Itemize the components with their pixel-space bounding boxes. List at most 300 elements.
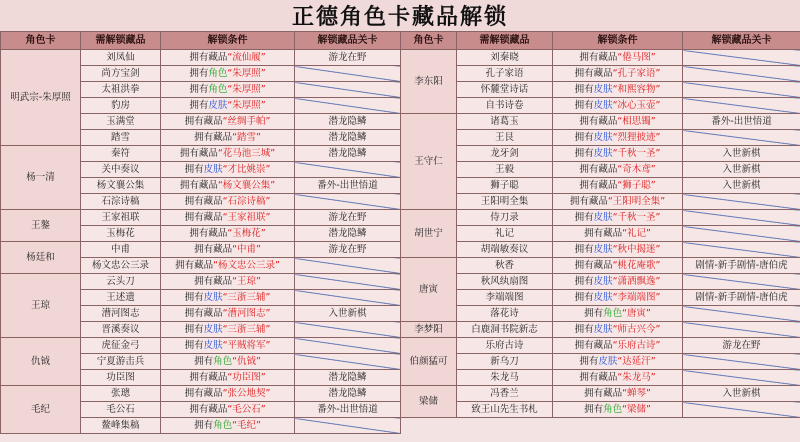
table-row	[401, 162, 800, 178]
role-card-cell: 杨一清	[1, 146, 81, 210]
condition-segment: “仇钺”	[232, 356, 261, 367]
unlock-stage-cell	[683, 226, 800, 242]
unlock-stage-cell: 剧情-新手剧情-唐伯虎	[683, 258, 800, 274]
unlock-stage-cell	[295, 82, 401, 98]
condition-segment: 皮肤	[593, 276, 613, 287]
unlock-stage-cell	[683, 306, 800, 322]
collectible-cell: 孔子家语	[457, 66, 553, 82]
unlock-condition-cell	[553, 242, 683, 258]
table-row	[1, 242, 401, 258]
table-header-row	[1, 32, 401, 50]
collectible-cell: 豹房	[81, 98, 161, 114]
header-condition: 解锁条件	[161, 32, 295, 50]
collectible-cell: 刘秦晓	[457, 50, 553, 66]
header-item: 需解锁藏品	[457, 32, 553, 50]
condition-segment: “中甫”	[232, 244, 261, 255]
collectible-cell: 乐府古诗	[457, 338, 553, 354]
table-header-row	[401, 32, 800, 50]
table-row	[401, 354, 800, 370]
condition-segment: 拥有	[184, 292, 204, 303]
right-unlock-table	[400, 31, 800, 418]
table-row	[401, 210, 800, 226]
role-card-cell: 毛纪	[1, 386, 81, 434]
unlock-condition-cell	[161, 162, 295, 178]
collectible-cell: 冯香兰	[457, 386, 553, 402]
collectible-cell: 狮子聪	[457, 178, 553, 194]
table-row	[401, 258, 800, 274]
condition-segment: 拥有	[574, 132, 594, 143]
table-row	[401, 66, 800, 82]
unlock-stage-cell: 游龙在野	[295, 242, 401, 258]
condition-segment: “花马池三城”	[217, 148, 276, 159]
condition-segment: “漕河图志”	[222, 308, 271, 319]
condition-segment: “才比姚崇”	[222, 164, 271, 175]
condition-segment: “朱厚照”	[227, 84, 266, 95]
collectible-cell: 诸葛玉	[457, 114, 553, 130]
condition-segment: 拥有藏品	[584, 388, 623, 399]
unlock-stage-cell: 游龙在野	[683, 338, 800, 354]
collectible-cell: 朱龙马	[457, 370, 553, 386]
condition-segment: “达延汗”	[617, 356, 656, 367]
unlock-stage-cell	[683, 194, 800, 210]
unlock-condition-cell	[553, 98, 683, 114]
condition-segment: 拥有	[194, 356, 214, 367]
unlock-stage-cell	[295, 66, 401, 82]
condition-segment: 拥有藏品	[574, 68, 613, 79]
condition-segment: “石淙诗稿”	[222, 196, 271, 207]
unlock-condition-cell	[553, 258, 683, 274]
collectible-cell: 王家祖联	[81, 210, 161, 226]
condition-segment: “踏雪”	[232, 132, 261, 143]
condition-segment: 拥有	[189, 84, 209, 95]
condition-segment: 拥有藏品	[184, 196, 223, 207]
condition-segment: 角色	[603, 308, 623, 319]
unlock-condition-cell	[161, 210, 295, 226]
condition-segment: “相思镯”	[617, 116, 656, 127]
unlock-condition-cell	[161, 114, 295, 130]
table-row	[1, 210, 401, 226]
unlock-stage-cell: 番外-出世悟道	[295, 402, 401, 418]
collectible-cell: 王毅	[457, 162, 553, 178]
unlock-condition-cell	[161, 146, 295, 162]
header-role: 角色卡	[401, 32, 457, 50]
condition-segment: “烈狸披迹”	[612, 132, 661, 143]
table-row	[1, 274, 401, 290]
condition-segment: 拥有藏品	[579, 180, 618, 191]
role-card-cell: 明武宗-朱厚照	[1, 50, 81, 146]
condition-segment: 拥有	[574, 276, 594, 287]
condition-segment: “师古兴今”	[612, 324, 661, 335]
condition-segment: “张公地契”	[222, 388, 271, 399]
condition-segment: 拥有	[574, 212, 594, 223]
condition-segment: 拥有藏品	[184, 388, 223, 399]
collectible-cell: 杨文忠公三录	[81, 258, 161, 274]
condition-segment: “礼记”	[622, 228, 651, 239]
unlock-stage-cell	[683, 402, 800, 418]
table-row	[401, 146, 800, 162]
unlock-stage-cell	[295, 418, 401, 434]
role-card-cell: 伯颜猛可	[401, 338, 457, 386]
table-row	[401, 290, 800, 306]
unlock-condition-cell	[553, 338, 683, 354]
condition-segment: 拥有	[574, 292, 594, 303]
unlock-condition-cell	[553, 210, 683, 226]
condition-segment: 拥有	[574, 324, 594, 335]
unlock-stage-cell: 潜龙隐鳞	[295, 386, 401, 402]
condition-segment: 拥有藏品	[184, 308, 223, 319]
condition-segment: 拥有藏品	[194, 244, 233, 255]
collectible-cell: 尚方宝剑	[81, 66, 161, 82]
unlock-condition-cell	[553, 146, 683, 162]
collectible-cell: 怀麓堂诗话	[457, 82, 553, 98]
unlock-stage-cell	[295, 194, 401, 210]
unlock-condition-cell	[161, 66, 295, 82]
condition-segment: “毛纪”	[232, 420, 261, 431]
collectible-cell: 张璁	[81, 386, 161, 402]
table-row	[1, 338, 401, 354]
collectible-cell: 礼记	[457, 226, 553, 242]
unlock-stage-cell: 潜龙隐鳞	[295, 130, 401, 146]
condition-segment: 角色	[213, 356, 233, 367]
condition-segment: 皮肤	[598, 356, 618, 367]
collectible-cell: 龙牙剑	[457, 146, 553, 162]
unlock-stage-cell	[683, 322, 800, 338]
condition-segment: 角色	[213, 420, 233, 431]
condition-segment: 拥有	[184, 324, 204, 335]
unlock-condition-cell	[553, 194, 683, 210]
unlock-stage-cell: 潜龙隐鳞	[295, 146, 401, 162]
condition-segment: 拥有藏品	[579, 372, 618, 383]
unlock-stage-cell: 潜龙隐鳞	[295, 114, 401, 130]
table-row	[1, 50, 401, 66]
collectible-cell: 致王山先生书札	[457, 402, 553, 418]
unlock-condition-cell	[161, 226, 295, 242]
unlock-stage-cell	[295, 162, 401, 178]
unlock-stage-cell	[295, 98, 401, 114]
condition-segment: “毛公石”	[227, 404, 266, 415]
collectible-cell: 王述遗	[81, 290, 161, 306]
condition-segment: 皮肤	[203, 292, 223, 303]
condition-segment: 皮肤	[203, 340, 223, 351]
unlock-condition-cell	[161, 258, 295, 274]
condition-segment: 皮肤	[593, 324, 613, 335]
unlock-stage-cell	[683, 354, 800, 370]
unlock-stage-cell	[295, 258, 401, 274]
unlock-condition-cell	[161, 306, 295, 322]
table-row	[401, 194, 800, 210]
unlock-condition-cell	[553, 402, 683, 418]
unlock-stage-cell: 入世新棋	[683, 146, 800, 162]
unlock-condition-cell	[553, 178, 683, 194]
unlock-condition-cell	[553, 386, 683, 402]
role-card-cell: 唐寅	[401, 258, 457, 322]
unlock-condition-cell	[553, 290, 683, 306]
table-row	[401, 178, 800, 194]
condition-segment: 拥有	[574, 100, 594, 111]
condition-segment: “朱厚照”	[227, 100, 266, 111]
condition-segment: “梁储”	[622, 404, 651, 415]
unlock-stage-cell: 番外-出世悟道	[683, 114, 800, 130]
condition-segment: “孔子家语”	[612, 68, 661, 79]
table-row	[401, 306, 800, 322]
unlock-stage-cell: 番外-出世悟道	[295, 178, 401, 194]
condition-segment: “李端端图”	[612, 292, 661, 303]
header-unlock-stage: 解锁藏品关卡	[683, 32, 800, 50]
condition-segment: 皮肤	[593, 84, 613, 95]
condition-segment: 拥有藏品	[579, 52, 618, 63]
unlock-condition-cell	[161, 418, 295, 434]
unlock-condition-cell	[553, 50, 683, 66]
unlock-stage-cell: 剧情-新手剧情-唐伯虎	[683, 290, 800, 306]
condition-segment: “功臣图”	[227, 372, 266, 383]
condition-segment: 皮肤	[593, 212, 613, 223]
unlock-condition-cell	[161, 178, 295, 194]
role-card-cell: 仇钺	[1, 338, 81, 386]
condition-segment: 拥有藏品	[579, 164, 618, 175]
page-title: 正德角色卡藏品解锁	[0, 0, 800, 32]
condition-segment: “狮子聪”	[617, 180, 656, 191]
table-row	[401, 370, 800, 386]
collectible-cell: 中甫	[81, 242, 161, 258]
condition-segment: “王家祖联”	[222, 212, 271, 223]
condition-segment: “和熙容物”	[612, 84, 661, 95]
role-card-cell: 王琼	[1, 274, 81, 338]
collectible-cell: 李端端图	[457, 290, 553, 306]
condition-segment: 皮肤	[593, 100, 613, 111]
unlock-condition-cell	[553, 226, 683, 242]
collectible-cell: 刘凤仙	[81, 50, 161, 66]
collectible-cell: 胡端敏奏议	[457, 242, 553, 258]
collectible-cell: 关中奏议	[81, 162, 161, 178]
unlock-stage-cell	[295, 322, 401, 338]
collectible-cell: 晋溪奏议	[81, 322, 161, 338]
unlock-stage-cell	[683, 66, 800, 82]
role-card-cell: 李梦阳	[401, 322, 457, 338]
condition-segment: “杨文忠公三录”	[213, 260, 280, 271]
condition-segment: “流仙履”	[227, 52, 266, 63]
unlock-stage-cell	[683, 210, 800, 226]
condition-segment: “三浙三辅”	[222, 292, 271, 303]
unlock-condition-cell	[161, 274, 295, 290]
unlock-condition-cell	[553, 274, 683, 290]
condition-segment: 拥有藏品	[189, 52, 228, 63]
condition-segment: 拥有	[189, 68, 209, 79]
condition-segment: 皮肤	[203, 324, 223, 335]
table-row	[401, 82, 800, 98]
condition-segment: “倦马图”	[617, 52, 656, 63]
condition-segment: 拥有藏品	[569, 196, 608, 207]
collectible-cell: 漕河图志	[81, 306, 161, 322]
unlock-condition-cell	[161, 370, 295, 386]
condition-segment: “秋中揭迷”	[612, 244, 661, 255]
unlock-condition-cell	[553, 82, 683, 98]
condition-segment: 皮肤	[593, 244, 613, 255]
condition-segment: 拥有	[584, 308, 604, 319]
unlock-condition-cell	[161, 386, 295, 402]
condition-segment: “丝绸手帕”	[222, 116, 271, 127]
condition-segment: “千秋一圣”	[612, 212, 661, 223]
condition-segment: 皮肤	[203, 164, 223, 175]
table-row	[401, 242, 800, 258]
unlock-condition-cell	[161, 354, 295, 370]
unlock-condition-cell	[553, 114, 683, 130]
collectible-cell: 云头刀	[81, 274, 161, 290]
header-item: 需解锁藏品	[81, 32, 161, 50]
condition-segment: 拥有藏品	[184, 116, 223, 127]
collectible-cell: 功臣图	[81, 370, 161, 386]
unlock-stage-cell: 游龙在野	[295, 50, 401, 66]
unlock-condition-cell	[553, 354, 683, 370]
unlock-condition-cell	[161, 402, 295, 418]
role-card-cell: 王鏊	[1, 210, 81, 242]
header-unlock-stage: 解锁藏品关卡	[295, 32, 401, 50]
condition-segment: “杨文襄公集”	[217, 180, 276, 191]
table-row	[401, 338, 800, 354]
condition-segment: “平贼将军”	[222, 340, 271, 351]
collectible-cell: 杨文襄公集	[81, 178, 161, 194]
condition-segment: 拥有	[189, 100, 209, 111]
collectible-cell: 白鹿洞书院新志	[457, 322, 553, 338]
condition-segment: “潇洒飘逸”	[612, 276, 661, 287]
condition-segment: “王阳明全集”	[607, 196, 666, 207]
condition-segment: 拥有	[574, 148, 594, 159]
condition-segment: 拥有	[184, 164, 204, 175]
role-card-cell: 王守仁	[401, 114, 457, 210]
unlock-condition-cell	[161, 338, 295, 354]
unlock-stage-cell	[683, 98, 800, 114]
condition-segment: 拥有藏品	[574, 340, 613, 351]
collectible-cell: 太祖洪拳	[81, 82, 161, 98]
condition-segment: “王琼”	[232, 276, 261, 287]
collectible-cell: 王艮	[457, 130, 553, 146]
role-card-cell: 梁储	[401, 386, 457, 418]
table-row	[401, 50, 800, 66]
unlock-condition-cell	[553, 130, 683, 146]
collectible-cell: 玉满堂	[81, 114, 161, 130]
left-unlock-table	[0, 31, 401, 434]
unlock-stage-cell: 入世新棋	[683, 386, 800, 402]
collectible-cell: 石淙诗稿	[81, 194, 161, 210]
unlock-condition-cell	[161, 242, 295, 258]
unlock-condition-cell	[553, 322, 683, 338]
unlock-stage-cell	[295, 290, 401, 306]
unlock-stage-cell: 入世新棋	[683, 162, 800, 178]
condition-segment: 拥有	[574, 244, 594, 255]
condition-segment: 皮肤	[593, 148, 613, 159]
condition-segment: 拥有藏品	[189, 228, 228, 239]
role-card-cell: 李东阳	[401, 50, 457, 114]
collectible-cell: 毛公石	[81, 402, 161, 418]
collectible-cell: 宁夏游击兵	[81, 354, 161, 370]
unlock-stage-cell: 入世新棋	[683, 178, 800, 194]
table-row	[401, 226, 800, 242]
collectible-cell: 踏雪	[81, 130, 161, 146]
condition-segment: 拥有	[194, 420, 214, 431]
condition-segment: 拥有	[584, 404, 604, 415]
unlock-stage-cell: 潜龙隐鳞	[295, 226, 401, 242]
condition-segment: 皮肤	[208, 100, 228, 111]
condition-segment: 拥有藏品	[584, 228, 623, 239]
table-row	[401, 274, 800, 290]
collectible-cell: 侍刀录	[457, 210, 553, 226]
condition-segment: “朱厚照”	[227, 68, 266, 79]
condition-segment: “奇木鸢”	[617, 164, 656, 175]
header-role: 角色卡	[1, 32, 81, 50]
condition-segment: 拥有	[184, 340, 204, 351]
table-row	[401, 98, 800, 114]
condition-segment: 角色	[208, 84, 228, 95]
unlock-condition-cell	[161, 322, 295, 338]
condition-segment: “冰心玉壶”	[612, 100, 661, 111]
unlock-condition-cell	[553, 370, 683, 386]
unlock-stage-cell	[295, 338, 401, 354]
unlock-stage-cell: 游龙在野	[295, 210, 401, 226]
unlock-stage-cell	[683, 242, 800, 258]
condition-segment: 拥有藏品	[175, 260, 214, 271]
unlock-stage-cell	[683, 130, 800, 146]
table-row	[1, 146, 401, 162]
collectible-cell: 自书诗卷	[457, 98, 553, 114]
condition-segment: “三浙三辅”	[222, 324, 271, 335]
condition-segment: “朱龙马”	[617, 372, 656, 383]
collectible-cell: 玉梅花	[81, 226, 161, 242]
unlock-stage-cell	[683, 50, 800, 66]
condition-segment: 拥有藏品	[579, 116, 618, 127]
condition-segment: 拥有藏品	[179, 148, 218, 159]
unlock-condition-cell	[161, 50, 295, 66]
condition-segment: 拥有藏品	[574, 260, 613, 271]
condition-segment: 拥有	[574, 84, 594, 95]
condition-segment: 角色	[603, 404, 623, 415]
condition-segment: “玉梅花”	[227, 228, 266, 239]
condition-segment: “千秋一圣”	[612, 148, 661, 159]
collectible-cell: 王阳明全集	[457, 194, 553, 210]
unlock-condition-cell	[553, 306, 683, 322]
condition-segment: “桃花庵歌”	[612, 260, 661, 271]
unlock-condition-cell	[161, 98, 295, 114]
unlock-stage-cell	[683, 370, 800, 386]
unlock-stage-cell	[683, 82, 800, 98]
condition-segment: 拥有藏品	[189, 404, 228, 415]
condition-segment: 拥有	[579, 356, 599, 367]
unlock-condition-cell	[161, 194, 295, 210]
table-row	[401, 402, 800, 418]
collectible-cell: 秋香	[457, 258, 553, 274]
unlock-stage-cell	[683, 274, 800, 290]
table-row	[401, 114, 800, 130]
collectible-cell: 虎征金弓	[81, 338, 161, 354]
condition-segment: 拥有藏品	[194, 132, 233, 143]
unlock-condition-cell	[161, 82, 295, 98]
condition-segment: “唐寅”	[622, 308, 651, 319]
table-row	[401, 322, 800, 338]
condition-segment: “乐府古诗”	[612, 340, 661, 351]
unlock-condition-cell	[553, 66, 683, 82]
collectible-cell: 秋风纨扇图	[457, 274, 553, 290]
unlock-stage-cell	[295, 354, 401, 370]
role-card-cell: 杨廷和	[1, 242, 81, 274]
unlock-condition-cell	[161, 130, 295, 146]
collectible-cell: 落花诗	[457, 306, 553, 322]
unlock-condition-cell	[553, 162, 683, 178]
collectible-cell: 新乌刀	[457, 354, 553, 370]
condition-segment: 拥有藏品	[184, 212, 223, 223]
collectible-cell: 秦符	[81, 146, 161, 162]
condition-segment: 角色	[208, 68, 228, 79]
table-row	[1, 386, 401, 402]
unlock-condition-cell	[161, 290, 295, 306]
unlock-stage-cell: 入世新棋	[295, 306, 401, 322]
